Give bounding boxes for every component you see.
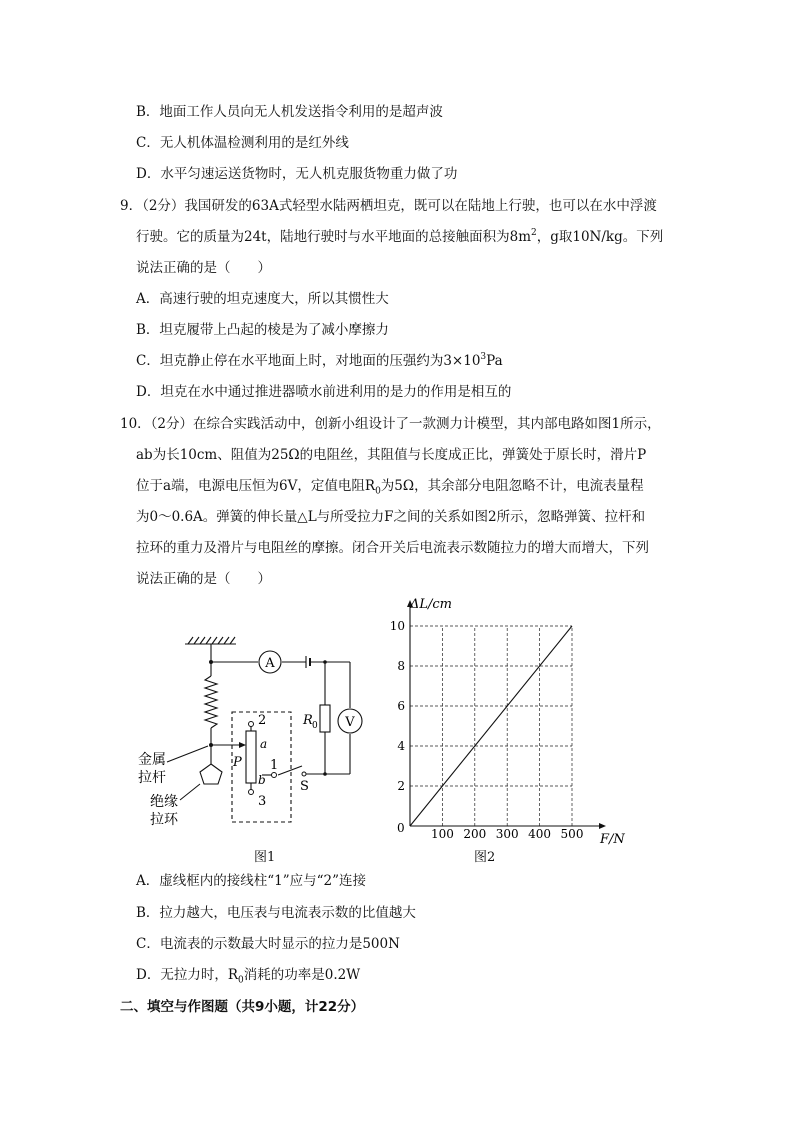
terminal-2-label: 2 bbox=[258, 713, 267, 728]
q9-option-c-unit: Pa bbox=[486, 353, 503, 369]
q9-stem-line3: 说法正确的是（ ） bbox=[136, 260, 271, 276]
q10-stem-line3-tail: 为5Ω，其余部分电阻忽略不计，电流表量程 bbox=[380, 478, 644, 494]
ring-label-1: 绝缘 bbox=[150, 794, 178, 810]
q9-option-c bbox=[136, 351, 503, 371]
end-b-label: b bbox=[258, 773, 266, 787]
ceiling-hatch bbox=[188, 637, 235, 644]
q9-option-a: A．高速行驶的坦克速度大，所以其惯性大 bbox=[136, 291, 389, 307]
metal-rod-label-2: 拉杆 bbox=[138, 770, 166, 786]
q8-option-c: C．无人机体温检测利用的是红外线 bbox=[136, 135, 349, 151]
chart-origin-label: 0 bbox=[397, 821, 405, 835]
metal-rod-label-1: 金属 bbox=[138, 752, 166, 768]
q9-stem-line2 bbox=[136, 227, 663, 247]
q8-option-b: B．地面工作人员向无人机发送指令利用的是超声波 bbox=[136, 104, 443, 120]
figure1-caption: 图1 bbox=[254, 850, 276, 865]
q10-stem-line2: ab为长10cm、阻值为25Ω的电阻丝，其阻值与长度成正比，弹簧处于原长时，滑片P bbox=[136, 447, 647, 463]
terminal-2 bbox=[249, 722, 254, 727]
chart-series bbox=[410, 626, 572, 826]
terminal-1-label: 1 bbox=[270, 758, 279, 773]
q9-stem-line1: 9．（2分）我国研发的63A式轻型水陆两栖坦克，既可以在陆地上行驶，也可以在水中浮渡 bbox=[120, 198, 657, 214]
q9-stem-line2-text: 行驶。它的质量为24t，陆地行驶时与水平地面的总接触面积为8m bbox=[136, 229, 531, 245]
q9-option-b: B．坦克履带上凸起的棱是为了减小摩擦力 bbox=[136, 322, 389, 338]
q10-option-d-tail: 消耗的功率是0.2W bbox=[243, 967, 361, 983]
y-tick-label: 6 bbox=[397, 699, 405, 713]
ammeter-label: A bbox=[265, 656, 275, 671]
chart-ticks bbox=[390, 619, 584, 841]
q9-option-c-text: C．坦克静止停在水平地面上时，对地面的压强约为3×10 bbox=[136, 353, 481, 369]
x-tick-label: 200 bbox=[463, 827, 487, 841]
figure2-chart bbox=[380, 590, 640, 850]
q10-stem-line6: 说法正确的是（ ） bbox=[136, 571, 271, 587]
q9-option-d: D．坦克在水中通过推进器喷水前进利用的是力的作用是相互的 bbox=[136, 384, 512, 400]
terminal-3 bbox=[249, 790, 254, 795]
resistor-r0 bbox=[320, 705, 330, 732]
chart-y-label: ΔL/cm bbox=[410, 597, 453, 612]
x-tick-label: 500 bbox=[560, 827, 584, 841]
terminal-3-label: 3 bbox=[258, 794, 267, 809]
ring-label-2: 拉环 bbox=[150, 812, 178, 828]
q10-stem-line4: 为0～0.6A。弹簧的伸长量△L与所受拉力F之间的关系如图2所示，忽略弹簧、拉杆和 bbox=[136, 509, 646, 525]
series-line bbox=[410, 626, 572, 826]
figure2-caption: 图2 bbox=[474, 850, 496, 865]
q10-r0-subscript: 0 bbox=[375, 486, 381, 497]
q10-stem-line5: 拉环的重力及滑片与电阻丝的摩擦。闭合开关后电流表示数随拉力的增大而增大，下列 bbox=[136, 540, 649, 556]
q10-stem-line1: 10．（2分）在综合实践活动中，创新小组设计了一款测力计模型，其内部电路如图1所示， bbox=[120, 416, 661, 432]
q10-stem-line3 bbox=[136, 476, 644, 496]
q10-stem-line3-text: 位于a端，电源电压恒为6V，定值电阻R bbox=[136, 478, 376, 494]
x-tick-label: 300 bbox=[495, 827, 519, 841]
slider-label: P bbox=[233, 755, 242, 770]
figure1-circuit bbox=[130, 625, 370, 840]
y-tick-label: 4 bbox=[397, 739, 405, 753]
chart-axes bbox=[407, 600, 606, 829]
insulating-ring bbox=[200, 764, 222, 784]
x-axis-arrow bbox=[599, 823, 606, 829]
terminal-1 bbox=[272, 773, 277, 778]
q10-option-d-text: D．无拉力时，R bbox=[136, 967, 238, 983]
q9-stem-line2-tail: ，g取10N/kg。下列 bbox=[536, 229, 664, 245]
q9-option-c-exponent: 3 bbox=[480, 352, 487, 362]
slide-resistor bbox=[246, 731, 256, 783]
q10-option-a: A．虚线框内的接线柱“1”应与“2”连接 bbox=[136, 873, 367, 889]
q10-option-d-subscript: 0 bbox=[238, 975, 244, 986]
y-tick-label: 8 bbox=[397, 659, 405, 673]
y-tick-label: 10 bbox=[389, 619, 405, 633]
slider-arrow bbox=[239, 742, 246, 748]
end-a-label: a bbox=[260, 737, 268, 751]
r0-label: R bbox=[303, 713, 313, 728]
q10-option-c: C．电流表的示数最大时显示的拉力是500N bbox=[136, 936, 400, 952]
x-tick-label: 100 bbox=[430, 827, 454, 841]
voltmeter-label: V bbox=[345, 715, 355, 730]
y-tick-label: 2 bbox=[397, 779, 405, 793]
spring bbox=[205, 676, 217, 728]
x-tick-label: 400 bbox=[528, 827, 552, 841]
q10-option-d bbox=[136, 965, 360, 985]
q10-option-b: B．拉力越大，电压表与电流表示数的比值越大 bbox=[136, 905, 416, 921]
r0-subscript: 0 bbox=[312, 721, 318, 731]
chart-x-label: F/N bbox=[600, 832, 625, 847]
q9-area-exponent: 2 bbox=[531, 228, 537, 238]
switch-label: S bbox=[300, 779, 309, 794]
switch-s bbox=[278, 766, 302, 775]
q8-option-d: D．水平匀速运送货物时，无人机克服货物重力做了功 bbox=[136, 166, 458, 182]
section-2-heading: 二、填空与作图题（共9小题，计22分） bbox=[120, 999, 365, 1015]
